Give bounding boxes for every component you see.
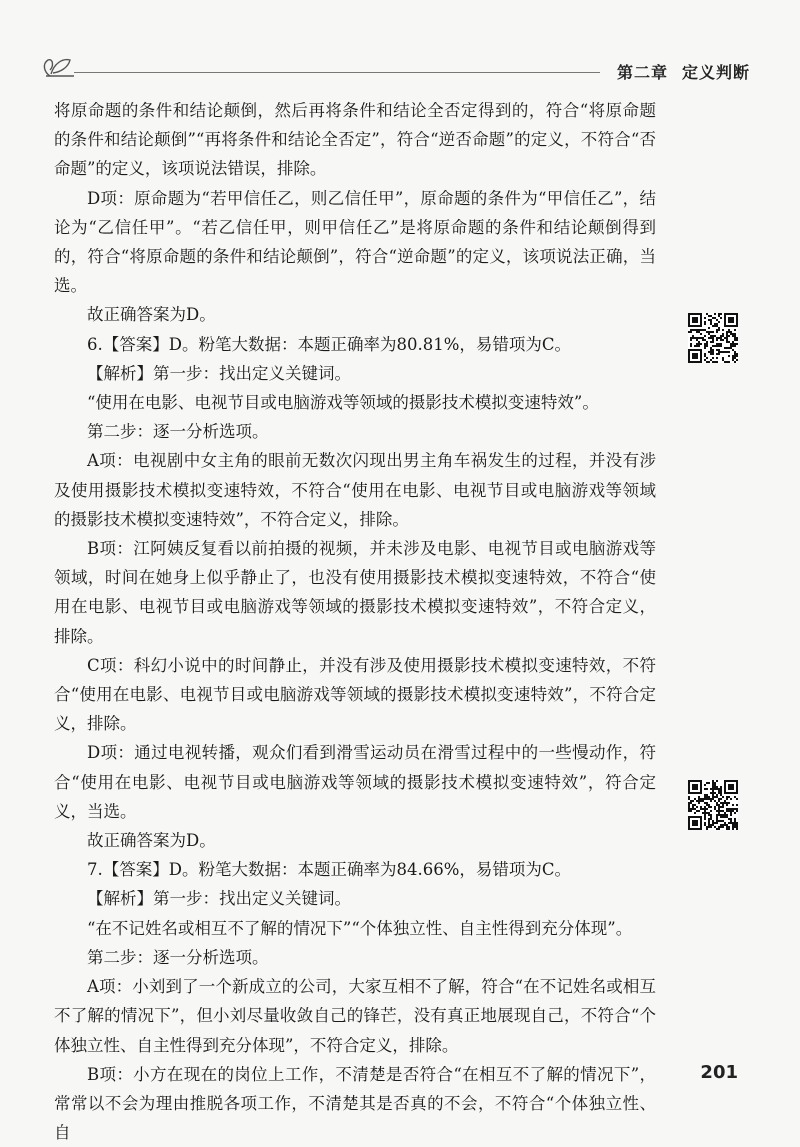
option-analysis: B项：江阿姨反复看以前拍摄的视频，并未涉及电影、电视节目或电脑游戏等领域，时间在她身上似乎静止了，也没有使用摄影技术模拟变速特效，不符合“使用在电影、电视节目或电脑游戏等领域的摄影技术模拟变速特效”，不符合定义，排除。: [54, 539, 656, 646]
paragraph: 将原命题的条件和结论颠倒，然后再将条件和结论全否定得到的，符合“将原命题的条件和结论颠倒”“再将条件和结论全否定”，符合“逆否命题”的定义，不符合“否命题”的定义，该项说法错误，排除。: [54, 101, 656, 179]
qr-code-icon: [688, 780, 738, 830]
option-analysis: A项：小刘到了一个新成立的公司，大家互相不了解，符合“在不记姓名或相互不了解的情况下”，但小刘尽量收敛自己的锋芒，没有真正地展现自己，不符合“个体独立性、自主性得到充分体现”，不符合定义，排除。: [54, 977, 656, 1055]
chapter-title: 定义判断: [681, 63, 750, 82]
answer-line: 7.【答案】D。粉笔大数据：本题正确率为84.66%，易错项为C。: [87, 860, 572, 880]
qr-code-question-6[interactable]: [688, 313, 738, 363]
option-analysis: D项：通过电视转播，观众们看到滑雪运动员在滑雪过程中的一些慢动作，符合“使用在电影、电视节目或电脑游戏等领域的摄影技术模拟变速特效”，符合定义，当选。: [54, 743, 656, 821]
chapter-number: 第二章: [616, 63, 668, 82]
page-body: [54, 96, 656, 1147]
paragraph: 故正确答案为D。: [87, 831, 216, 851]
paragraph: 第二步：逐一分析选项。: [87, 947, 269, 967]
analysis-line: 【解析】第一步：找出定义关键词。: [87, 363, 351, 383]
analysis-line: 【解析】第一步：找出定义关键词。: [87, 889, 351, 909]
header-rule: [74, 72, 600, 73]
option-analysis: A项：电视剧中女主角的眼前无数次闪现出男主角车祸发生的过程，并没有涉及使用摄影技术模拟变速特效，不符合“使用在电影、电视节目或电脑游戏等领域的摄影技术模拟变速特效”，不符合定义，排除。: [54, 451, 656, 529]
qr-code-icon: [688, 313, 738, 363]
option-analysis: C项：科幻小说中的时间静止，并没有涉及使用摄影技术模拟变速特效，不符合“使用在电影、电视节目或电脑游戏等领域的摄影技术模拟变速特效”，不符合定义，排除。: [54, 655, 656, 734]
page-number: 201: [700, 1062, 738, 1083]
answer-line: 6.【答案】D。粉笔大数据：本题正确率为80.81%，易错项为C。: [87, 334, 572, 354]
sprout-icon: [40, 50, 80, 82]
paragraph: 故正确答案为D。: [87, 305, 216, 325]
qr-code-question-7[interactable]: [688, 780, 738, 830]
paragraph: D项：原命题为“若甲信任乙，则乙信任甲”，原命题的条件为“甲信任乙”，结论为“乙信任甲”。“若乙信任甲，则甲信任乙”是将原命题的条件和结论颠倒得到的，符合“将原命题的条件和结论颠倒”，符合“逆命题”的定义，该项说法正确，当选。: [54, 188, 656, 296]
page-header: [40, 48, 750, 88]
definition-keywords: “在不记姓名或相互不了解的情况下”“个体独立性、自主性得到充分体现”。: [87, 918, 633, 938]
chapter-heading: [617, 60, 750, 83]
definition-keywords: “使用在电影、电视节目或电脑游戏等领域的摄影技术模拟变速特效”。: [87, 393, 599, 413]
paragraph: 第二步：逐一分析选项。: [87, 422, 269, 442]
option-analysis: B项：小方在现在的岗位上工作，不清楚是否符合“在相互不了解的情况下”，常常以不会为理由推脱各项工作，不清楚其是否真的不会，不符合“个体独立性、自: [54, 1064, 656, 1143]
